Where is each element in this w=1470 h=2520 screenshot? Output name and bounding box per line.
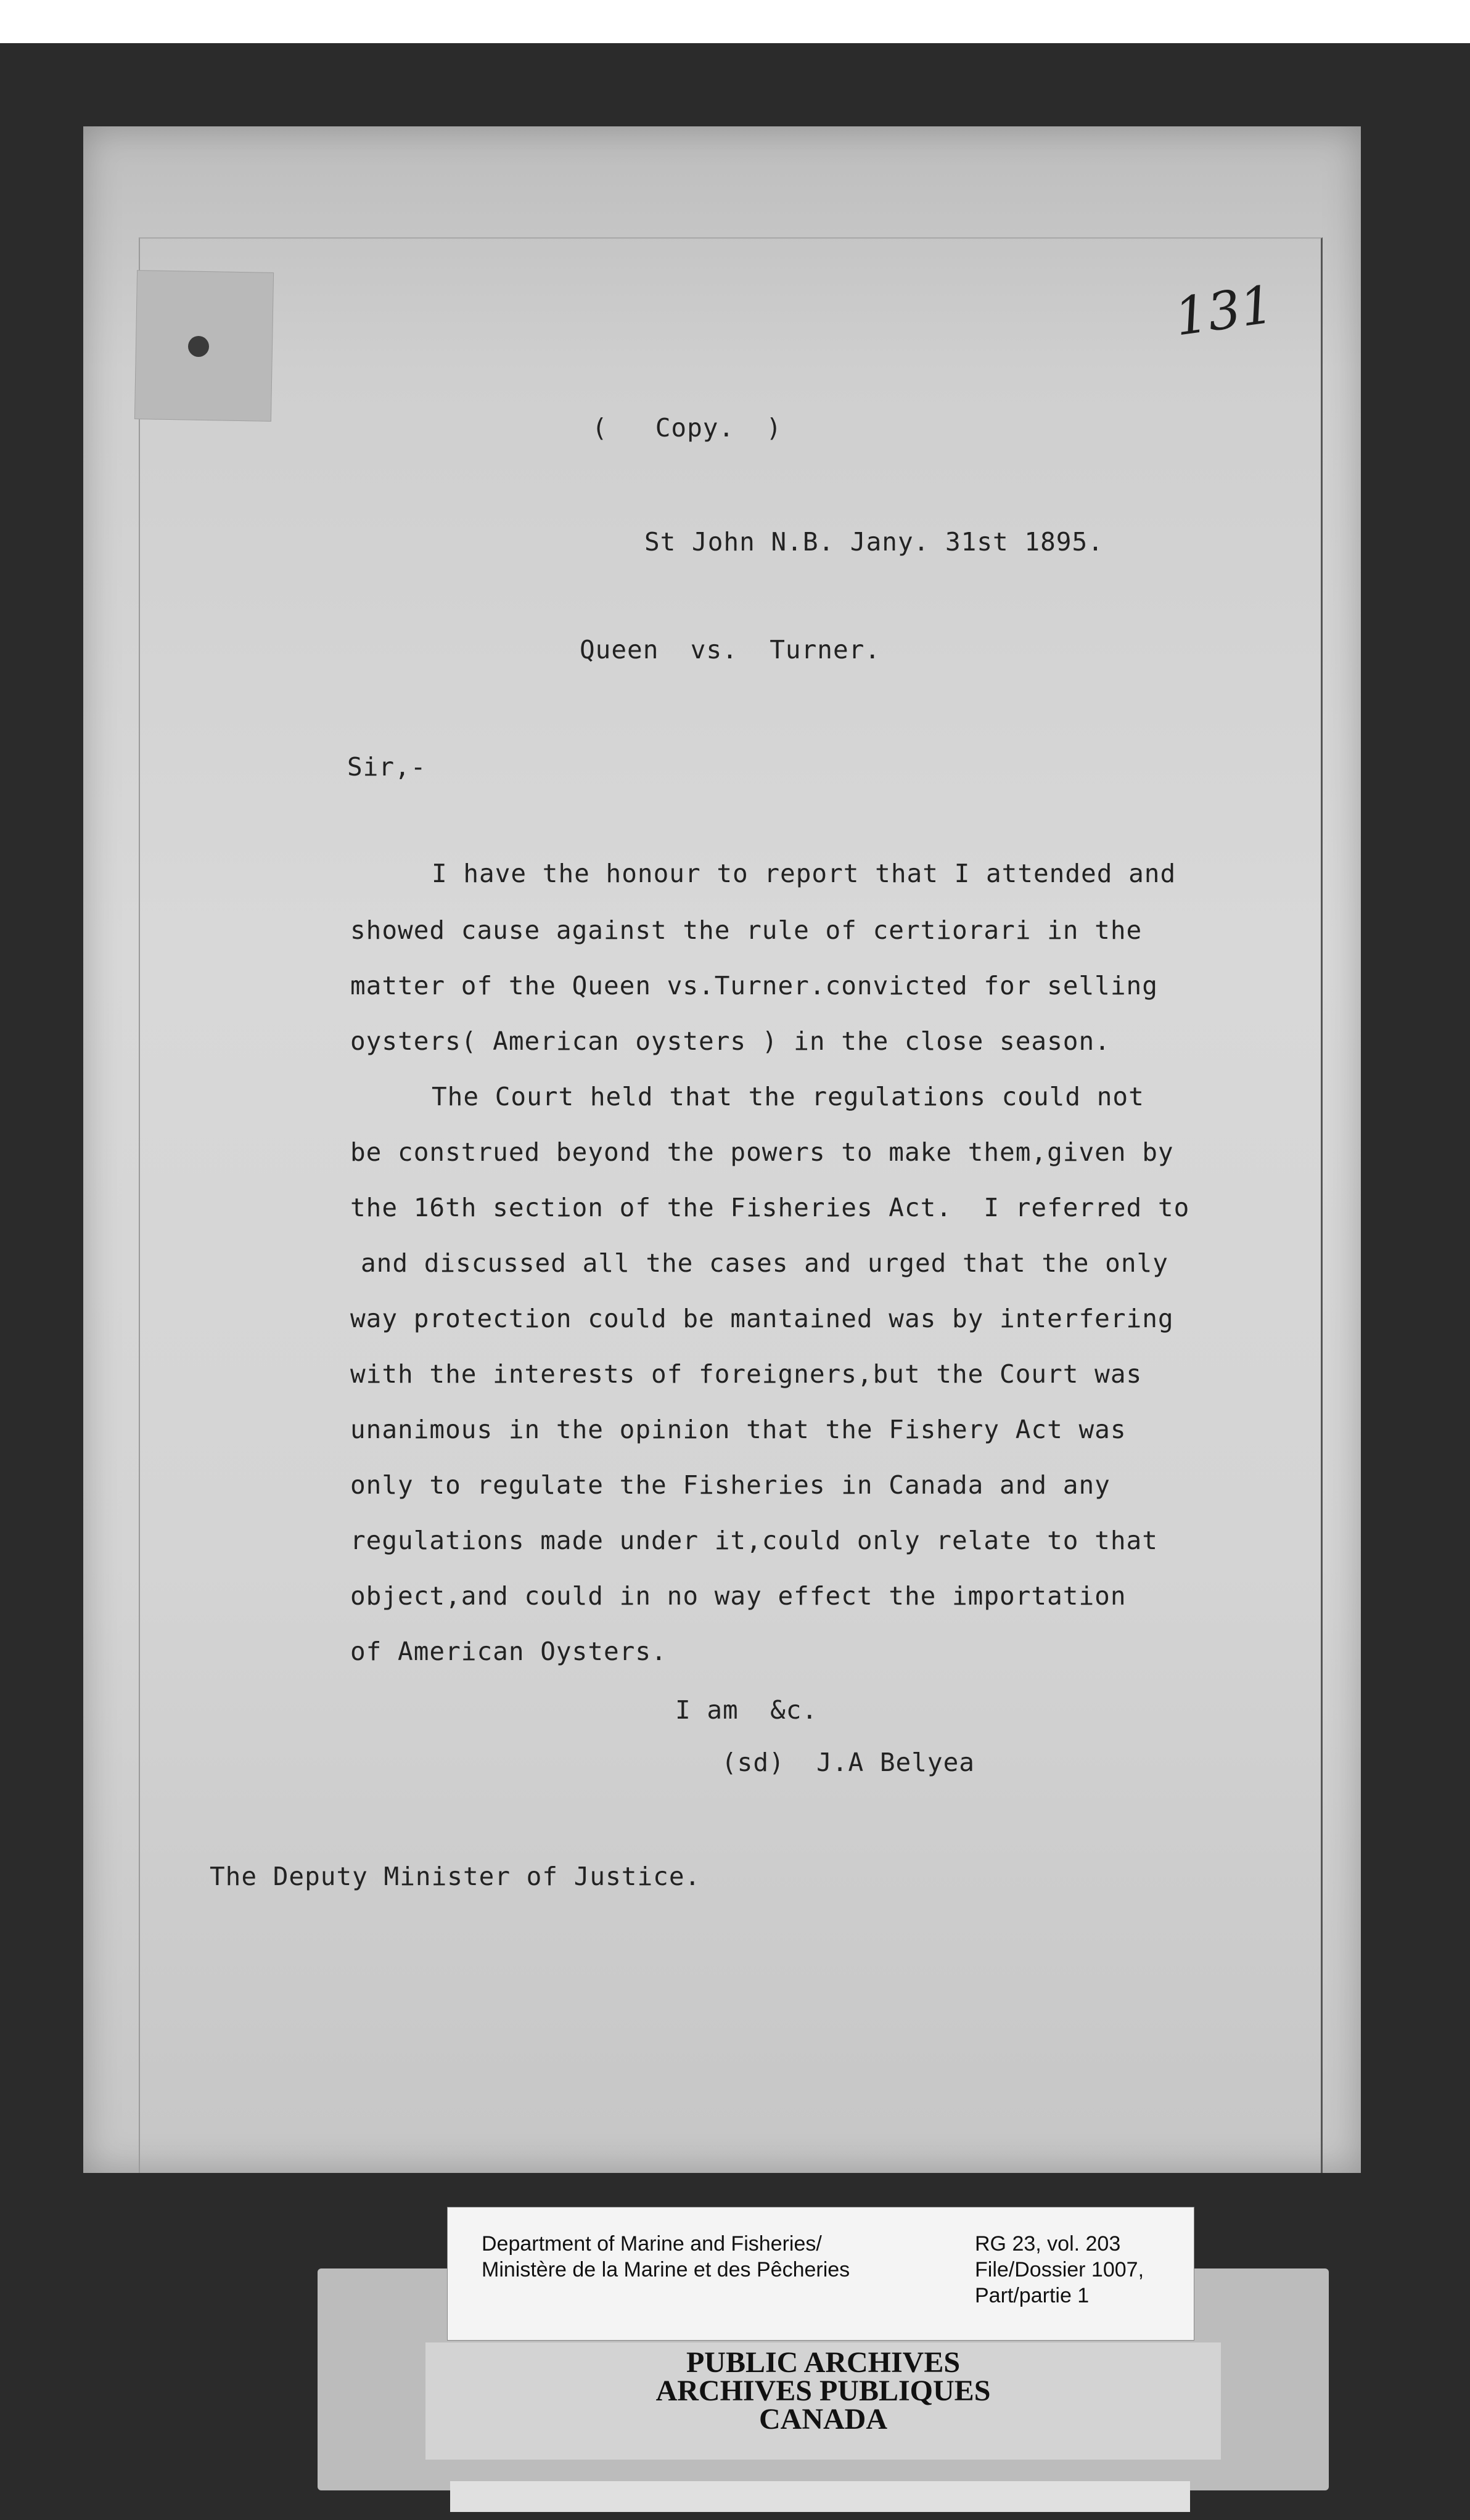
body-line: regulations made under it,could only relate to that — [350, 1526, 1158, 1555]
signature: (sd) J.A Belyea — [721, 1748, 975, 1777]
archive-label — [447, 2207, 1194, 2341]
stamp-line: CANADA — [759, 2403, 887, 2436]
body-line: be construed beyond the powers to make them,given by — [350, 1137, 1174, 1167]
ref-line: File/Dossier 1007, — [975, 2258, 1144, 2281]
body-line: object,and could in no way effect the importation — [350, 1581, 1127, 1611]
folio-number: 131 — [1170, 274, 1278, 348]
reference-block — [975, 2231, 1144, 2309]
stamp-line: PUBLIC ARCHIVES — [686, 2346, 961, 2379]
salutation: Sir,- — [347, 752, 427, 782]
body-line: and discussed all the cases and urged that the only — [361, 1248, 1168, 1278]
ref-line: RG 23, vol. 203 — [975, 2232, 1121, 2256]
body-line: oysters( American oysters ) in the close season. — [350, 1026, 1111, 1056]
addressee: The Deputy Minister of Justice. — [210, 1862, 701, 1891]
body-line: of American Oysters. — [350, 1637, 667, 1666]
department-en: Department of Marine and Fisheries/ — [482, 2232, 822, 2256]
copy-heading: ( Copy. ) — [592, 413, 782, 443]
film-edge-strip — [450, 2481, 1190, 2512]
body-line: I have the honour to report that I attended and — [432, 859, 1176, 888]
pin-hole-icon — [188, 336, 209, 357]
body-line: way protection could be mantained was by interfering — [350, 1304, 1174, 1333]
department-block — [482, 2231, 850, 2283]
body-line: only to regulate the Fisheries in Canada and any — [350, 1470, 1111, 1500]
closing: I am &c. — [675, 1695, 818, 1725]
body-line: with the interests of foreigners,but the Court was — [350, 1359, 1143, 1389]
department-fr: Ministère de la Marine et des Pêcheries — [482, 2258, 850, 2281]
ref-line: Part/partie 1 — [975, 2284, 1090, 2307]
body-line: The Court held that the regulations could not — [432, 1082, 1144, 1111]
stamp-line: ARCHIVES PUBLIQUES — [655, 2375, 991, 2407]
body-line: showed cause against the rule of certiorari in the — [350, 915, 1143, 945]
body-line: unanimous in the opinion that the Fishery Act was — [350, 1415, 1127, 1444]
body-line: the 16th section of the Fisheries Act. I referred to — [350, 1193, 1190, 1222]
dateline: St John N.B. Jany. 31st 1895. — [644, 527, 1104, 557]
case-title: Queen vs. Turner. — [580, 635, 881, 665]
body-line: matter of the Queen vs.Turner.convicted for selling — [350, 971, 1158, 1000]
